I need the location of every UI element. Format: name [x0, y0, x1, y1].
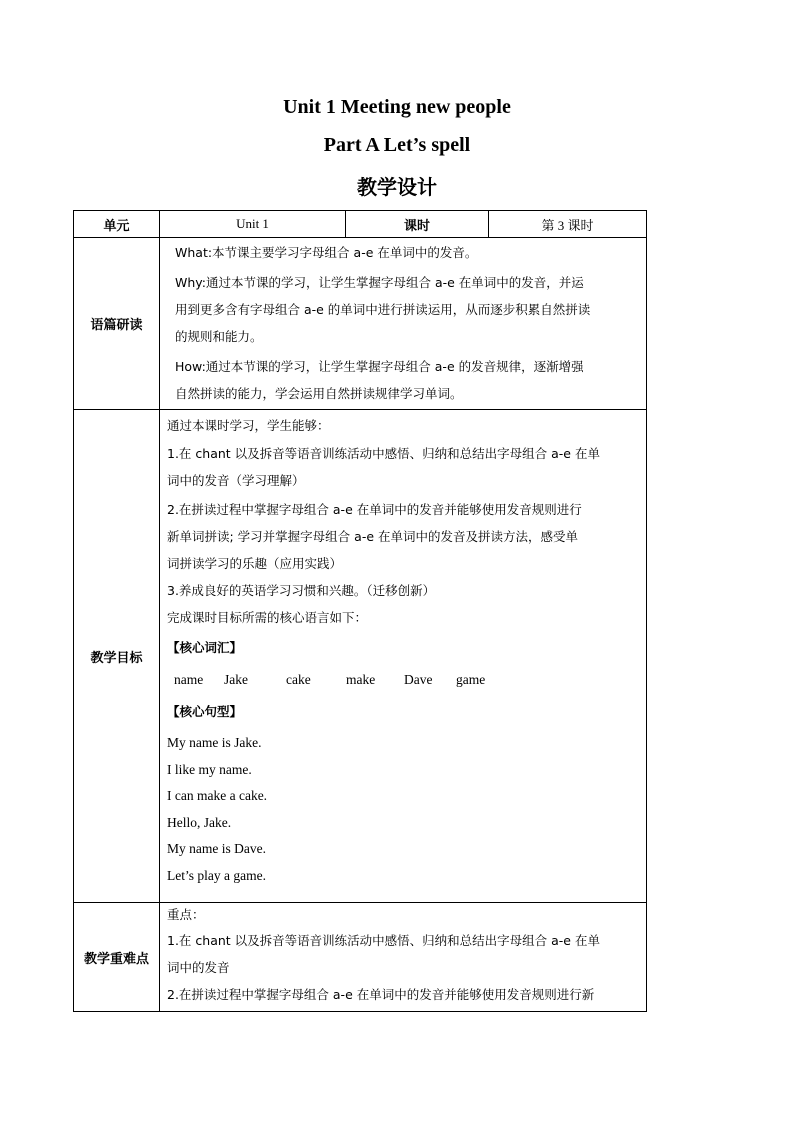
sentence-line: My name is Dave.	[167, 841, 266, 856]
objective-line: 完成课时目标所需的核心语言如下：	[167, 610, 368, 625]
objective-line: 3.养成良好的英语学习习惯和兴趣。（迁移创新）	[167, 583, 436, 598]
objective-line: 新单词拼读; 学习并掌握字母组合 a-e 在单词中的发音及拼读方法，感受单	[167, 529, 578, 544]
analysis-line: 的规则和能力。	[175, 329, 263, 344]
keypoints-label: 教学重难点	[74, 903, 160, 1012]
analysis-line: 用到更多含有字母组合 a-e 的单词中进行拼读运用，从而逐步积累自然拼读	[175, 302, 591, 317]
analysis-line: What:本节课主要学习字母组合 a-e 在单词中的发音。	[175, 245, 478, 260]
sentence-line: Let’s play a game.	[167, 867, 266, 883]
title-unit: Unit 1 Meeting new people	[283, 96, 511, 118]
objectives-intro: 通过本课时学习，学生能够：	[167, 418, 330, 433]
objective-line: 2.在拼读过程中掌握字母组合 a-e 在单词中的发音并能够使用发音规则进行	[167, 502, 582, 517]
vocab-word: Dave	[404, 672, 433, 687]
vocab-heading: 【核心词汇】	[167, 640, 243, 655]
analysis-line: 自然拼读的能力，学会运用自然拼读规律学习单词。	[175, 386, 463, 401]
analysis-line: Why:通过本节课的学习，让学生掌握字母组合 a-e 在单词中的发音，并运	[175, 275, 584, 290]
vocab-word: game	[456, 672, 486, 687]
title-part: Part A Let’s spell	[323, 134, 471, 156]
table-row-keypoints	[74, 903, 647, 1012]
vocab-list	[167, 663, 640, 697]
vocab-word: make	[346, 672, 376, 687]
sentence-line: Hello, Jake.	[167, 814, 232, 830]
objectives-content	[160, 410, 647, 903]
sentence-line: I can make a cake.	[167, 788, 268, 803]
analysis-content	[160, 238, 647, 410]
unit-value: Unit 1	[160, 211, 346, 238]
keypoint-line: 词中的发音	[167, 960, 230, 975]
vocab-word: cake	[286, 672, 311, 687]
table-row-objectives	[74, 410, 647, 903]
sentence-line: My name is Jake.	[167, 735, 262, 750]
lesson-plan-table	[73, 210, 647, 1012]
keypoint-line: 1.在 chant 以及拆音等语音训练活动中感悟、归纳和总结出字母组合 a-e 在单	[167, 933, 600, 948]
keypoints-content	[160, 903, 647, 1012]
objective-line: 词拼读学习的乐趣（应用实践）	[167, 556, 343, 571]
unit-label: 单元	[74, 211, 160, 238]
objective-line: 词中的发音（学习理解）	[167, 473, 305, 488]
sentence-line: I like my name.	[167, 761, 252, 777]
title-design: 教学设计	[357, 175, 437, 199]
vocab-word: Jake	[224, 672, 248, 687]
analysis-line: How:通过本节课的学习，让学生掌握字母组合 a-e 的发音规律，逐渐增强	[175, 359, 584, 374]
keypoints-heading: 重点：	[167, 907, 205, 922]
period-value: 第 3 课时	[489, 211, 647, 238]
period-label: 课时	[346, 211, 489, 238]
sentence-heading: 【核心句型】	[167, 704, 243, 719]
objectives-label: 教学目标	[74, 410, 160, 903]
analysis-label: 语篇研读	[74, 238, 160, 410]
keypoint-line: 2.在拼读过程中掌握字母组合 a-e 在单词中的发音并能够使用发音规则进行新	[167, 987, 595, 1002]
objective-line: 1.在 chant 以及拆音等语音训练活动中感悟、归纳和总结出字母组合 a-e 在单	[167, 446, 600, 461]
vocab-word: name	[174, 672, 204, 687]
table-row-unit	[74, 211, 647, 238]
table-row-analysis	[74, 238, 647, 410]
